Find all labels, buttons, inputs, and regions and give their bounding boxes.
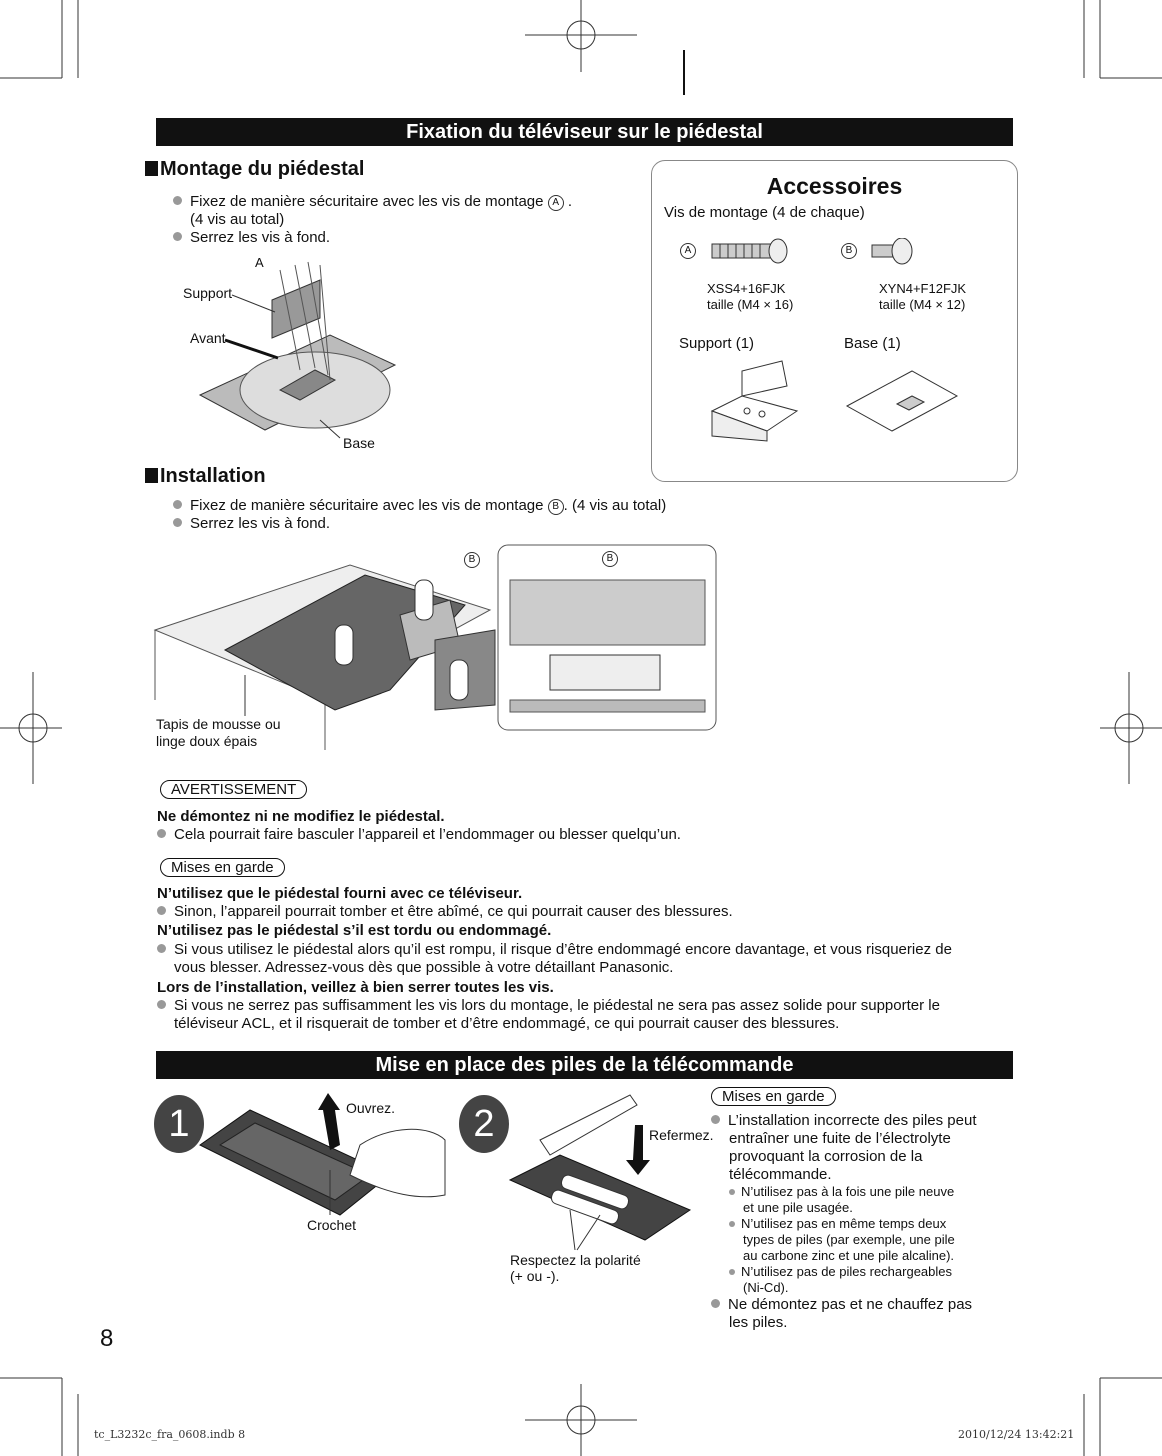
montage-bullet-1-cont: (4 vis au total)	[190, 211, 285, 228]
step-2-number: 2	[459, 1095, 509, 1153]
caution-text-2b: vous blesser. Adressez-vous dès que possible à votre détaillant Panasonic.	[174, 959, 674, 976]
caution-bold-1: N’utilisez que le piédestal fourni avec ce téléviseur.	[157, 885, 523, 902]
base-qty: Base (1)	[844, 335, 901, 352]
support-label: Support	[183, 285, 233, 301]
installation-diagram	[150, 540, 720, 755]
battery-caution-list: L’installation incorrecte des piles peut entraîner une fuite de l’électrolyte provoquant la corrosion de la télécommande. N’utilisez pas à la fois une pile neuve et une pile usagée. N’utilisez pas en même temps deux types de piles (par exemple, une pile au carbone zinc et une pile alcaline). N’utilisez pas de piles rechargeables (Ni-Cd). Ne démontez pas et ne chauffez pas les piles.	[711, 1112, 1001, 1332]
step-1-number: 1	[154, 1095, 204, 1153]
screw-b-callout: B	[464, 552, 480, 568]
montage-diagram	[150, 250, 400, 458]
mat-label: Tapis de mousse ou linge doux épais	[156, 716, 281, 749]
screw-a-code: XSS4+16FJK	[707, 281, 786, 296]
avant-label: Avant	[190, 330, 226, 346]
caution-bold-2: N’utilisez pas le piédestal s’il est tordu ou endommagé.	[157, 922, 552, 939]
screw-b-mark: B	[841, 243, 857, 259]
ouvrez-label: Ouvrez.	[346, 1100, 396, 1116]
screw-b-code: XYN4+F12FJK	[879, 281, 967, 296]
support-icon	[702, 356, 812, 446]
footer-file: tc_L3232c_fra_0608.indb 8	[94, 1428, 246, 1441]
screw-a-size: taille (M4 × 16)	[707, 297, 794, 312]
support-qty: Support (1)	[679, 335, 755, 352]
montage-bullet-1: Fixez de manière sécuritaire avec les vis de montage A .	[173, 193, 572, 211]
montage-heading: Montage du piédestal	[145, 158, 364, 181]
base-label: Base	[343, 435, 375, 451]
caution-bold-3: Lors de l’installation, veillez à bien serrer toutes les vis.	[157, 979, 554, 996]
caution-text-1: Sinon, l’appareil pourrait tomber et être abîmé, ce qui pourrait causer des blessures.	[157, 903, 733, 921]
crochet-label: Crochet	[307, 1217, 357, 1233]
stand-assembly-illustration	[150, 250, 400, 458]
accessories-box	[651, 160, 1018, 482]
section-title-batteries: Mise en place des piles de la télécommande	[156, 1051, 1013, 1079]
screw-a-mark: A	[680, 243, 696, 259]
warning-badge: AVERTISSEMENT	[160, 780, 307, 799]
caution-badge: Mises en garde	[160, 858, 285, 877]
warning-text: Cela pourrait faire basculer l’appareil et l’endommager ou blesser quelqu’un.	[157, 826, 681, 844]
page-number: 8	[100, 1325, 114, 1352]
screw-b-icon	[870, 238, 920, 266]
accessories-title: Accessoires	[766, 173, 903, 199]
polarity-label: Respectez la polarité (+ ou -).	[510, 1252, 641, 1284]
screw-b-callout-2: B	[602, 551, 618, 567]
screw-a-icon	[710, 238, 795, 266]
footer-date: 2010/12/24 13:42:21	[958, 1428, 1075, 1441]
accessories-subtitle: Vis de montage (4 de chaque)	[664, 204, 865, 221]
remote-close-illustration	[505, 1085, 705, 1260]
installation-bullet-1: Fixez de manière sécuritaire avec les vis de montage B . (4 vis au total)	[173, 497, 666, 515]
montage-bullet-2: Serrez les vis à fond.	[173, 229, 330, 247]
screw-b-size: taille (M4 × 12)	[879, 297, 966, 312]
remote-open-illustration	[190, 1085, 460, 1235]
warning-bold: Ne démontez ni ne modifiez le piédestal.	[157, 808, 445, 825]
screw-a-label: A	[255, 255, 264, 270]
caution-text-2: Si vous utilisez le piédestal alors qu’il est rompu, il risque d’être endommagé encore davantage, et vous risqueriez de	[157, 941, 952, 959]
caution-text-3: Si vous ne serrez pas suffisamment les vis lors du montage, le piédestal ne sera pas assez solide pour supporter le	[157, 997, 940, 1015]
base-icon	[842, 366, 962, 436]
refermez-label: Refermez.	[649, 1127, 714, 1143]
installation-bullet-2: Serrez les vis à fond.	[173, 515, 330, 533]
installation-heading: Installation	[145, 465, 266, 488]
battery-caution-badge: Mises en garde	[711, 1087, 836, 1106]
section-title-stand: Fixation du téléviseur sur le piédestal	[156, 118, 1013, 146]
caution-text-3b: téléviseur ACL, et il risquerait de tomber et d’être endommagé, ce qui pourrait causer des blessures.	[174, 1015, 840, 1032]
